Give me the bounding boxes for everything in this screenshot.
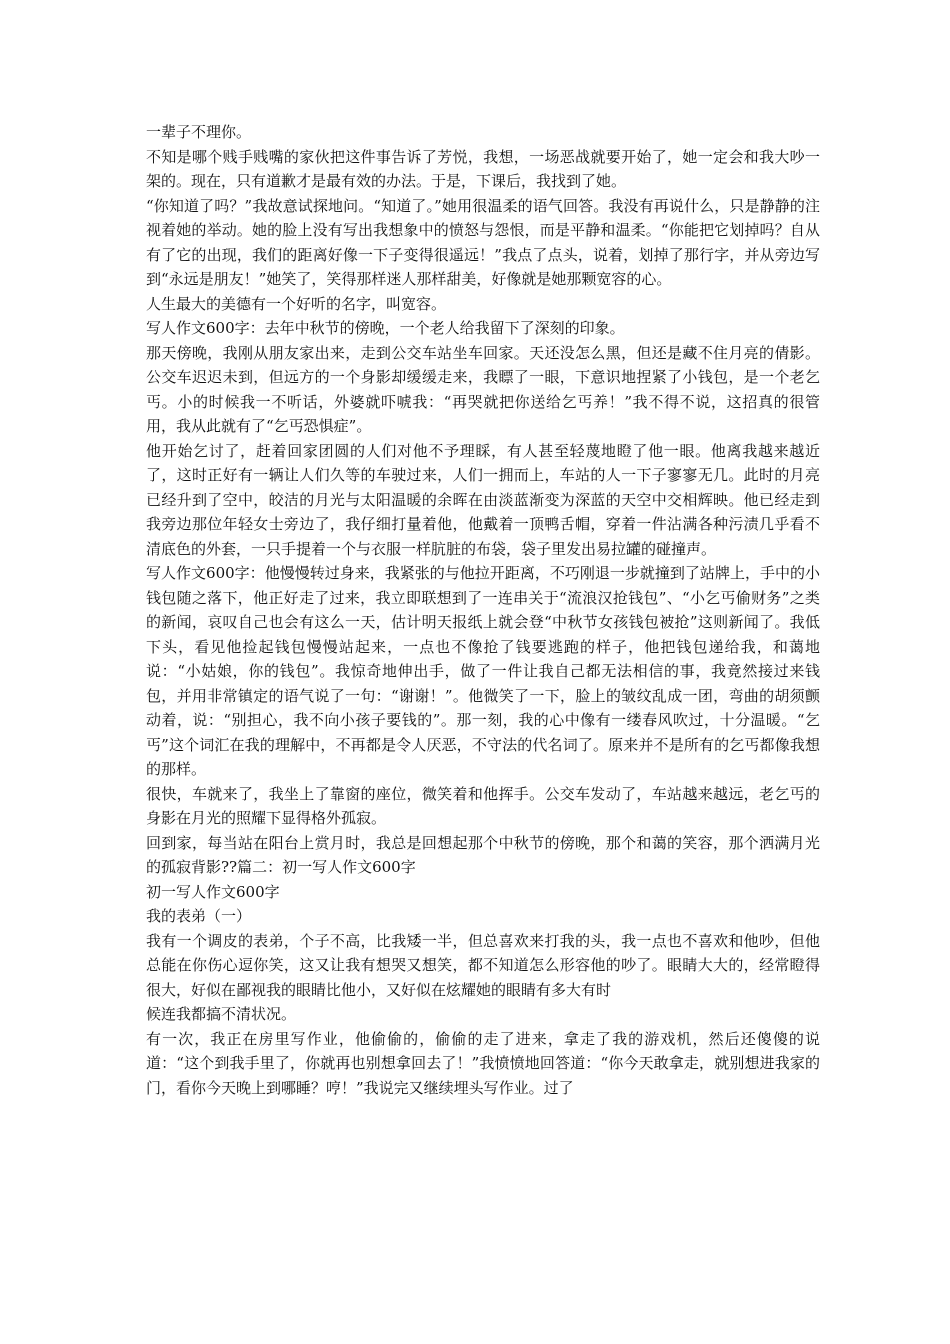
paragraph-13: 我有一个调皮的表弟，个子不高，比我矮一半，但总喜欢来打我的头，我一点也不喜欢和他吵，但他总能在你伤心逗你笑，这又让我有想哭又想笑，都不知道怎么形容他的吵了。眼睛大大的，经常瞪得很大，好似在鄙视我的眼睛比他小，又好似在炫耀她的眼睛有多大有时	[146, 931, 820, 999]
paragraph-7: 他开始乞讨了，赶着回家团圆的人们对他不予理睬，有人甚至轻蔑地瞪了他一眼。他离我越来越近了，这时正好有一辆让人们久等的车驶过来，人们一拥而上，车站的人一下子寥寥无几。此时的月亮已经升到了空中，皎洁的月光与太阳温暖的余晖在由淡蓝渐变为深蓝的天空中交相辉映。他已经走到我旁边那位年轻女士旁边了，我仔细打量着他，他戴着一顶鸭舌帽，穿着一件沾满各种污渍几乎看不清底色的外套，一只手提着一个与衣服一样肮脏的布袋，袋子里发出易拉罐的碰撞声。	[146, 441, 820, 558]
paragraph-6: 那天傍晚，我刚从朋友家出来，走到公交车站坐车回家。天还没怎么黑，但还是藏不住月亮的倩影。公交车迟迟未到，但远方的一个身影却缓缓走来，我瞟了一眼，下意识地捏紧了小钱包，是一个老乞丐。小的时候我一不听话，外婆就吓唬我：“再哭就把你送给乞丐养！”我不得不说，这招真的很管用，我从此就有了“乞丐恐惧症”。	[146, 343, 820, 435]
paragraph-14: 候连我都搞不清状况。	[146, 1005, 297, 1023]
document-page	[146, 120, 820, 1100]
paragraph-5: 写人作文600字：去年中秋节的傍晚，一个老人给我留下了深刻的印象。	[146, 319, 625, 337]
paragraph-4: 人生最大的美德有一个好听的名字，叫宽容。	[146, 294, 447, 313]
paragraph-2: 不知是哪个贱手贱嘴的家伙把这件事告诉了芳悦，我想，一场恶战就要开始了，她一定会和我大吵一架的。现在，只有道歉才是最有效的办法。于是，下课后，我找到了她。	[146, 147, 820, 190]
paragraph-3: “你知道了吗？”我故意试探地问。“知道了。”她用很温柔的语气回答。我没有再说什么，只是静静的注视着她的举动。她的脸上没有写出我想象中的愤怒与怨恨，而是平静和温柔。“你能把它划掉吗？自从有了它的出现，我们的距离好像一下子变得很遥远！”我点了点头，说着，划掉了那行字，并从旁边写到“永远是朋友！”她笑了，笑得那样迷人那样甜美，好像就是她那颗宽容的心。	[146, 196, 820, 288]
paragraph-9: 很快，车就来了，我坐上了靠窗的座位，微笑着和他挥手。公交车发动了，车站越来越远，老乞丐的身影在月光的照耀下显得格外孤寂。	[146, 784, 820, 827]
paragraph-12: 我的表弟（一）	[146, 907, 252, 925]
paragraph-1: 一辈子不理你。	[146, 123, 252, 141]
paragraph-8: 写人作文600字：他慢慢转过身来，我紧张的与他拉开距离，不巧刚退一步就撞到了站牌上，手中的小钱包随之落下，他正好走了过来，我立即联想到了一连串关于“流浪汉抢钱包”、“小乞丐偷财务”之类的新闻，哀叹自己也会有这么一天，估计明天报纸上就会登“中秋节女孩钱包被抢”这则新闻了。我低下头，看见他捡起钱包慢慢站起来，一点也不像抢了钱要逃跑的样子，他把钱包递给我，和蔼地说：“小姑娘，你的钱包”。我惊奇地伸出手，做了一件让我自己都无法相信的事，我竟然接过来钱包，并用非常镇定的语气说了一句：“谢谢！”。他微笑了一下，脸上的皱纹乱成一团，弯曲的胡须颤动着，说：“别担心，我不向小孩子要钱的”。那一刻，我的心中像有一缕春风吹过，十分温暖。“乞丐”这个词汇在我的理解中，不再都是令人厌恶，不守法的代名词了。原来并不是所有的乞丐都像我想的那样。	[146, 564, 820, 778]
paragraph-11: 初一写人作文600字	[146, 882, 280, 901]
paragraph-15: 有一次，我正在房里写作业，他偷偷的，偷偷的走了进来，拿走了我的游戏机，然后还傻傻的说道：“这个到我手里了，你就再也别想拿回去了！”我愤愤地回答道：“你今天敢拿走，就别想进我家的门，看你今天晚上到哪睡？哼！”我说完又继续埋头写作业。过了	[146, 1029, 820, 1097]
paragraph-10: 回到家，每当站在阳台上赏月时，我总是回想起那个中秋节的傍晚，那个和蔼的笑容，那个洒满月光的孤寂背影??篇二：初一写人作文600字	[146, 833, 820, 876]
